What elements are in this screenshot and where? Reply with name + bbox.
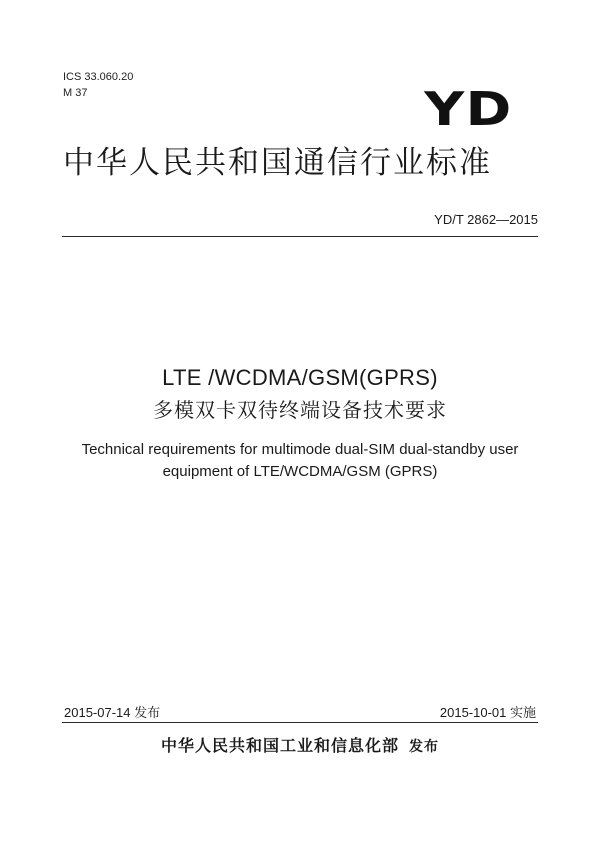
yd-logo: YD: [423, 82, 512, 136]
title-english-short: LTE /WCDMA/GSM(GPRS): [162, 365, 438, 390]
title-chinese: 多模双卡双待终端设备技术要求: [153, 398, 447, 422]
title-english-line2: equipment of LTE/WCDMA/GSM (GPRS): [162, 463, 438, 480]
footer-divider: [62, 722, 538, 723]
standard-category-title: 中华人民共和国通信行业标准: [63, 145, 492, 181]
classification-code: M 37: [63, 87, 88, 99]
implementation-date: 2015-10-01 实施: [439, 705, 536, 720]
title-english-line1: Technical requirements for multimode dual-SIM dual-standby user: [81, 441, 519, 458]
issue-date: 2015-07-14 发布: [64, 705, 161, 720]
header-divider: [62, 236, 538, 237]
ics-code: ICS 33.060.20: [63, 71, 134, 83]
issuer-name: 中华人民共和国工业和信息化部: [160, 736, 399, 755]
issuer: [0, 735, 600, 758]
issuer-suffix: 发布: [409, 739, 439, 755]
standard-number: YD/T 2862—2015: [434, 212, 538, 227]
